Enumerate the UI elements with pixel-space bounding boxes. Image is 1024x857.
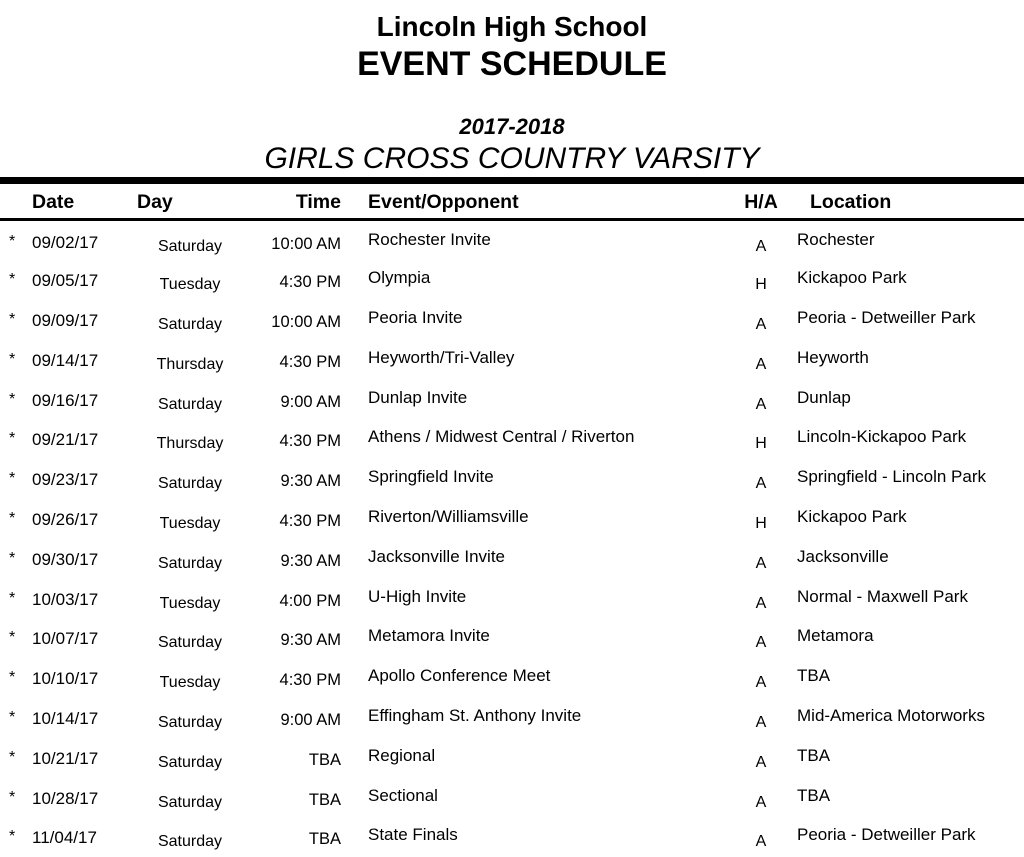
cell-time: 4:00 PM	[279, 591, 341, 610]
cell-asterisk-marker: *	[9, 589, 16, 607]
table-row	[0, 538, 1024, 578]
cell-date: 11/04/17	[32, 828, 97, 848]
cell-day: Thursday	[156, 355, 224, 373]
schedule-table	[0, 177, 1024, 856]
schedule-body	[0, 220, 1024, 857]
cell-time: 10:00 AM	[271, 235, 341, 253]
cell-location: Kickapoo Park	[797, 268, 907, 288]
cell-day: Saturday	[157, 316, 223, 334]
cell-event-opponent: Olympia	[368, 268, 431, 288]
table-row	[0, 339, 1024, 379]
cell-home-away: A	[755, 316, 767, 334]
cell-location: TBA	[797, 785, 831, 805]
cell-event-opponent: Jacksonville Invite	[368, 546, 506, 566]
cell-day: Saturday	[157, 554, 223, 572]
cell-location: Normal - Maxwell Park	[797, 586, 968, 606]
cell-home-away: A	[755, 714, 767, 732]
cell-day: Saturday	[157, 753, 223, 771]
cell-home-away: A	[755, 674, 767, 692]
cell-time: 4:30 PM	[279, 512, 341, 531]
table-row	[0, 737, 1024, 777]
cell-event-opponent: Riverton/Williamsville	[368, 507, 529, 527]
cell-asterisk-marker: *	[9, 629, 16, 647]
cell-location: Springfield - Lincoln Park	[797, 467, 986, 487]
cell-day: Saturday	[157, 833, 223, 851]
cell-location: TBA	[797, 745, 831, 765]
cell-home-away: H	[755, 435, 767, 453]
cell-time: 10:00 AM	[271, 313, 341, 332]
col-header-day: Day	[136, 181, 244, 220]
cell-home-away: H	[755, 276, 767, 294]
schedule-header-row	[0, 181, 1024, 220]
cell-day: Saturday	[157, 714, 223, 732]
cell-event-opponent: Regional	[368, 745, 436, 765]
cell-asterisk-marker: *	[9, 350, 16, 368]
cell-time: 4:30 PM	[279, 352, 341, 371]
table-row	[0, 418, 1024, 458]
cell-day: Saturday	[157, 634, 223, 652]
table-row	[0, 777, 1024, 817]
col-header-marker	[0, 181, 28, 220]
cell-day: Saturday	[157, 238, 223, 255]
cell-asterisk-marker: *	[9, 430, 16, 448]
cell-home-away: A	[755, 554, 767, 572]
cell-day: Thursday	[156, 435, 224, 453]
cell-asterisk-marker: *	[9, 390, 16, 408]
cell-date: 09/02/17	[32, 233, 99, 252]
cell-day: Saturday	[157, 395, 223, 413]
cell-day: Saturday	[157, 475, 223, 493]
cell-time: TBA	[308, 830, 341, 849]
cell-time: 9:00 AM	[280, 711, 341, 730]
cell-date: 10/03/17	[32, 589, 99, 609]
cell-home-away: A	[755, 475, 767, 493]
cell-asterisk-marker: *	[9, 549, 16, 567]
cell-time: TBA	[308, 750, 341, 769]
table-row	[0, 816, 1024, 856]
cell-location: Lincoln-Kickapoo Park	[797, 427, 967, 447]
cell-location: Dunlap	[797, 387, 851, 407]
cell-day: Tuesday	[159, 515, 221, 533]
cell-home-away: A	[755, 395, 767, 413]
cell-location: Heyworth	[797, 347, 869, 367]
cell-asterisk-marker: *	[9, 748, 16, 766]
cell-home-away: A	[755, 594, 767, 612]
table-row	[0, 379, 1024, 419]
table-row	[0, 458, 1024, 498]
col-header-time: Time	[244, 181, 346, 220]
cell-date: 09/26/17	[32, 510, 99, 530]
cell-event-opponent: Metamora Invite	[368, 626, 490, 646]
cell-time: TBA	[308, 790, 341, 809]
cell-event-opponent: Effingham St. Anthony Invite	[368, 706, 582, 726]
cell-location: Kickapoo Park	[797, 507, 907, 527]
cell-home-away: A	[755, 634, 767, 652]
cell-home-away: A	[755, 355, 767, 373]
cell-time: 9:00 AM	[280, 392, 341, 411]
cell-event-opponent: Sectional	[368, 785, 438, 805]
cell-date: 10/07/17	[32, 629, 99, 649]
table-row	[0, 617, 1024, 657]
cell-location: Metamora	[797, 626, 874, 646]
cell-date: 09/30/17	[32, 549, 99, 569]
cell-asterisk-marker: *	[9, 233, 16, 250]
cell-event-opponent: Athens / Midwest Central / Riverton	[368, 427, 635, 447]
cell-time: 9:30 AM	[280, 472, 341, 491]
cell-asterisk-marker: *	[9, 311, 16, 329]
cell-location: Rochester	[797, 230, 875, 249]
cell-event-opponent: Springfield Invite	[368, 467, 494, 487]
cell-date: 09/23/17	[32, 470, 99, 490]
table-row	[0, 697, 1024, 737]
cell-time: 9:30 AM	[280, 551, 341, 570]
table-row	[0, 220, 1024, 260]
cell-day: Tuesday	[159, 276, 221, 294]
col-header-ha: H/A	[740, 181, 782, 220]
cell-asterisk-marker: *	[9, 470, 16, 488]
season-label: 2017-2018	[459, 114, 565, 139]
cell-event-opponent: U-High Invite	[368, 586, 467, 606]
cell-home-away: A	[755, 238, 767, 255]
cell-time: 4:30 PM	[279, 671, 341, 690]
cell-home-away: H	[755, 515, 767, 533]
cell-date: 10/28/17	[32, 788, 99, 808]
cell-event-opponent: State Finals	[368, 825, 458, 845]
cell-date: 09/14/17	[32, 350, 99, 370]
cell-date: 09/21/17	[32, 430, 99, 450]
cell-location: TBA	[797, 666, 831, 686]
cell-location: Jacksonville	[797, 546, 889, 566]
table-row	[0, 578, 1024, 618]
cell-date: 09/09/17	[32, 311, 99, 331]
cell-event-opponent: Dunlap Invite	[368, 387, 468, 407]
cell-date: 10/10/17	[32, 669, 99, 689]
cell-time: 4:30 PM	[279, 273, 341, 292]
school-title: Lincoln High School	[376, 11, 648, 42]
table-row	[0, 299, 1024, 339]
table-row	[0, 657, 1024, 697]
table-row	[0, 498, 1024, 538]
cell-time: 4:30 PM	[279, 432, 341, 451]
cell-asterisk-marker: *	[9, 271, 16, 289]
col-header-event: Event/Opponent	[346, 181, 740, 220]
cell-home-away: A	[755, 753, 767, 771]
table-row	[0, 259, 1024, 299]
cell-date: 10/14/17	[32, 709, 99, 729]
cell-event-opponent: Rochester Invite	[368, 230, 491, 249]
cell-location: Peoria - Detweiller Park	[797, 825, 976, 845]
cell-event-opponent: Peoria Invite	[368, 308, 463, 328]
cell-asterisk-marker: *	[9, 709, 16, 727]
cell-home-away: A	[755, 833, 767, 851]
cell-time: 9:30 AM	[280, 631, 341, 650]
page-title: EVENT SCHEDULE	[357, 45, 667, 83]
cell-asterisk-marker: *	[9, 510, 16, 528]
cell-date: 09/16/17	[32, 390, 99, 410]
cell-day: Tuesday	[159, 594, 221, 612]
cell-asterisk-marker: *	[9, 669, 16, 687]
team-label: GIRLS CROSS COUNTRY VARSITY	[264, 142, 760, 175]
cell-location: Peoria - Detweiller Park	[797, 308, 976, 328]
cell-event-opponent: Apollo Conference Meet	[368, 666, 551, 686]
cell-day: Tuesday	[159, 674, 221, 692]
cell-date: 09/05/17	[32, 271, 99, 291]
cell-day: Saturday	[157, 793, 223, 811]
col-header-date: Date	[28, 181, 136, 220]
cell-home-away: A	[755, 793, 767, 811]
cell-asterisk-marker: *	[9, 788, 16, 806]
cell-event-opponent: Heyworth/Tri-Valley	[368, 347, 515, 367]
cell-location: Mid-America Motorworks	[797, 706, 985, 726]
cell-asterisk-marker: *	[9, 828, 16, 846]
col-header-location: Location	[782, 181, 1024, 220]
cell-date: 10/21/17	[32, 748, 99, 768]
